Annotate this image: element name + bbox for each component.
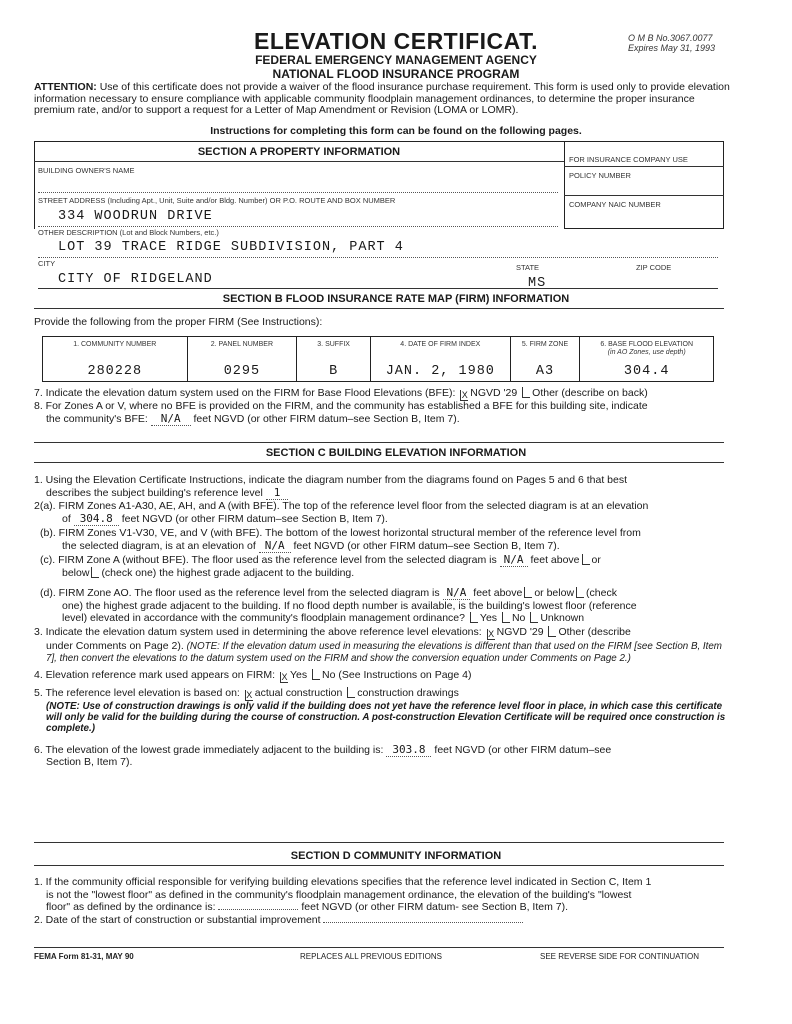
c4-yes-checkbox[interactable]: X (281, 671, 288, 682)
insurance-company-use-label: FOR INSURANCE COMPANY USE (569, 155, 688, 164)
street-address-label: STREET ADDRESS (Including Apt., Unit, Suite and/or Bldg. Number) OR P.O. ROUTE AND BOX NUMBER (38, 196, 396, 205)
street-address-value[interactable]: 334 WOODRUN DRIVE (58, 209, 213, 224)
diagram-number-value[interactable]: 1 (266, 486, 289, 500)
c3-ngvd-checkbox[interactable]: X (488, 628, 495, 639)
ngvd-checkbox[interactable]: X (461, 390, 468, 400)
item-8-bfe (34, 400, 734, 425)
actual-construction-label: actual construction (254, 686, 343, 699)
item-c2a-unit: feet NGVD (or other FIRM datum–see Section B, Item 7). (121, 512, 388, 525)
c3-other-label: Other (describe (558, 625, 631, 638)
yes-label: Yes (479, 612, 498, 624)
firm-index-date-label: 4. DATE OF FIRM INDEX (400, 341, 481, 348)
lowest-grade-elevation-value[interactable]: 303.8 (386, 743, 431, 757)
suffix-value: B (329, 364, 339, 379)
community-number-label: 1. COMMUNITY NUMBER (73, 341, 157, 348)
item-c6-text-2: Section B, Item 7). (46, 756, 133, 768)
feet-above-label: feet above (530, 554, 580, 566)
attention-label: ATTENTION: (34, 81, 97, 93)
item-c3-text-2: under Comments on Page 2). (46, 639, 184, 652)
item-c1-text-2: describes the subject building's reference level (46, 486, 263, 499)
actual-construction-checkbox[interactable]: X (246, 689, 253, 700)
community-bfe-unit: feet NGVD (or other FIRM datum–see Section B, Item 7). (193, 412, 460, 425)
construction-drawings-checkbox[interactable] (347, 687, 355, 698)
item-c4-text: 4. Elevation reference mark used appears on FIRM: (34, 668, 276, 681)
program-name: NATIONAL FLOOD INSURANCE PROGRAM (272, 67, 520, 81)
ao-above-checkbox[interactable] (524, 587, 532, 598)
community-bfe-value[interactable]: N/A (151, 412, 191, 426)
c3-other-checkbox[interactable] (548, 626, 556, 637)
instructions-line: Instructions for completing this form can be found on the following pages. (210, 125, 582, 137)
c4-yes-label: Yes (289, 668, 308, 681)
ao-below-checkbox[interactable] (576, 587, 584, 598)
state-value[interactable]: MS (528, 276, 547, 291)
street-address-line (38, 226, 558, 227)
item-c2b-text: (b). FIRM Zones V1-V30, VE, and V (with BFE). The bottom of the lowest horizontal structural member of the reference level from (40, 527, 641, 539)
city-value[interactable]: CITY OF RIDGELAND (58, 272, 213, 287)
lowest-member-elevation-value[interactable]: N/A (259, 539, 291, 553)
item-7-text: 7. Indicate the elevation datum system used on the FIRM for Base Flood Elevations (BFE): (34, 387, 456, 399)
yes-checkbox[interactable] (470, 612, 478, 623)
item-c6-text: 6. The elevation of the lowest grade immediately adjacent to the building is: (34, 743, 384, 756)
panel-number-cell[interactable] (188, 337, 298, 381)
item-c2a-of: of (62, 512, 71, 525)
feet-above-label-2: feet above (473, 587, 523, 599)
ngvd-label: NGVD '29 (470, 387, 518, 399)
section-c-items (34, 474, 734, 769)
item-c2a-text: 2(a). FIRM Zones A1-A30, AE, AH, and A (with BFE). The top of the reference level floor from the selected diagram is at an elevation (34, 500, 649, 512)
community-number-cell[interactable] (43, 337, 188, 381)
item-c3-text: 3. Indicate the elevation datum system used in determining the above reference level elevations: (34, 625, 482, 638)
other-description-value[interactable]: LOT 39 TRACE RIDGE SUBDIVISION, PART 4 (58, 240, 404, 255)
section-b-heading: SECTION B FLOOD INSURANCE RATE MAP (FIRM) INFORMATION (222, 293, 570, 305)
divider (34, 842, 724, 843)
agency-heading (0, 53, 792, 81)
item-d1-text-3: floor" as defined by the ordinance is: (46, 901, 216, 913)
other-description-line (38, 257, 718, 258)
reference-level-elevation-value[interactable]: 304.8 (74, 512, 119, 526)
below-label: below (62, 566, 90, 579)
omb-expiration: Expires May 31, 1993 (628, 43, 716, 53)
item-d2-text: 2. Date of the start of construction or substantial improvement (34, 913, 321, 926)
form-title: ELEVATION CERTIFICAT. (254, 28, 538, 54)
or-label: or (591, 554, 601, 566)
item-d1-text: 1. If the community official responsible for verifying building elevations specifies that the reference level indicated in Section C, Item 1 (34, 876, 652, 888)
omb-line-1: O M B No.3067.0077 (628, 33, 713, 43)
bfe-label-main: 6. BASE FLOOD ELEVATION (600, 341, 694, 348)
item-c1-text: 1. Using the Elevation Certificate Instructions, indicate the diagram number from the diagrams found on Pages 5 and 6 that best (34, 474, 627, 486)
item-c2d-text-3: level) elevated in accordance with the community's floodplain management ordinance? (62, 612, 465, 624)
no-label: No (511, 612, 526, 624)
item-c2b-text-2: the selected diagram, is at an elevation of (62, 539, 256, 552)
unknown-label: Unknown (540, 612, 585, 624)
or-below-label: or below (534, 587, 575, 599)
construction-start-date-field[interactable] (323, 922, 523, 923)
city-line (38, 288, 718, 289)
divider (34, 865, 724, 866)
other-description-label: OTHER DESCRIPTION (Lot and Block Numbers, etc.) (38, 228, 219, 237)
item-c2d-text: (d). FIRM Zone AO. The floor used as the reference level from the selected diagram is (40, 587, 440, 599)
form-number: FEMA Form 81-31, MAY 90 (34, 952, 134, 961)
item-c2d-text-2: one) the highest grade adjacent to the building. If no flood depth number is available, is the building's lowest floor (reference (62, 599, 637, 612)
item-c5-text: 5. The reference level elevation is based on: (34, 686, 240, 699)
panel-number-label: 2. PANEL NUMBER (210, 341, 274, 348)
item-c6-unit: feet NGVD (or other FIRM datum–see (434, 743, 612, 756)
agency-name: FEDERAL EMERGENCY MANAGEMENT AGENCY (255, 53, 537, 67)
firm-provide-text: Provide the following from the proper FIRM (See Instructions): (34, 316, 323, 328)
policy-number-label: POLICY NUMBER (569, 171, 631, 180)
no-checkbox[interactable] (502, 612, 510, 623)
base-flood-elevation-cell[interactable] (580, 337, 713, 381)
divider (34, 161, 564, 162)
panel-number-value: 0295 (223, 364, 261, 379)
firm-info-table (42, 336, 714, 382)
divider (564, 166, 724, 167)
omb-number (628, 33, 715, 53)
c4-instructions: (See Instructions on Page 4) (338, 668, 472, 681)
attention-text: Use of this certificate does not provide a waiver of the flood insurance purchase requirement. This form is used only to provide elevation information necessary to ensure compliance with applicable community floodplain management ordinances, to determine the proper insurance premium rate, and/or to support a request for a Letter of Map Amendment or Revision (LOMA or LOMR). (34, 81, 730, 116)
c4-no-checkbox[interactable] (312, 669, 320, 680)
section-d-items (34, 876, 734, 926)
base-flood-elevation-value: 304.4 (623, 364, 670, 379)
bfe-label-sub: (in AO Zones, use depth) (607, 349, 686, 356)
attention-notice (34, 82, 734, 117)
lowest-floor-elevation-field[interactable] (218, 909, 298, 910)
c3-ngvd-label: NGVD '29 (496, 625, 544, 638)
above-checkbox[interactable] (582, 554, 590, 565)
state-label: STATE (516, 263, 540, 272)
firm-zone-value: A3 (535, 364, 555, 379)
suffix-label: 3. SUFFIX (317, 341, 350, 348)
owner-name-label: BUILDING OWNER'S NAME (38, 166, 135, 175)
construction-drawings-label: construction drawings (357, 686, 459, 699)
replaces-notice: REPLACES ALL PREVIOUS EDITIONS (300, 952, 442, 961)
unknown-checkbox[interactable] (530, 612, 538, 623)
check-label: (check (586, 587, 617, 599)
firm-zone-cell[interactable] (511, 337, 581, 381)
item-7-datum (34, 387, 734, 401)
divider (34, 308, 724, 309)
section-c-heading: SECTION C BUILDING ELEVATION INFORMATION (265, 447, 527, 459)
firm-zone-label: 5. FIRM ZONE (521, 341, 569, 348)
footer-divider (34, 947, 724, 948)
c4-no-label: No (322, 668, 336, 681)
other-datum-label: Other (describe on back) (532, 387, 648, 399)
divider (34, 462, 724, 463)
owner-name-line[interactable] (38, 192, 558, 193)
zip-code-label: ZIP CODE (636, 263, 672, 272)
section-a-heading: SECTION A PROPERTY INFORMATION (197, 146, 401, 158)
divider (34, 442, 724, 443)
community-bfe-label: the community's BFE: (46, 412, 148, 425)
below-checkbox[interactable] (91, 567, 99, 578)
community-number-value: 280228 (87, 364, 143, 379)
city-label: CITY (38, 259, 56, 268)
reverse-side-notice: SEE REVERSE SIDE FOR CONTINUATION (540, 952, 699, 961)
zone-ao-floor-value[interactable]: N/A (443, 586, 471, 600)
item-d1-text-2: is not the "lowest floor" as defined in the community's floodplain management ordinance, the elevation of the building's "lowest (46, 888, 632, 901)
firm-index-date-cell[interactable] (371, 337, 511, 381)
item-c2c-text-2: (check one) the highest grade adjacent to the building. (101, 566, 355, 579)
base-flood-elevation-label (580, 341, 713, 357)
item-c2b-unit: feet NGVD (or other FIRM datum–see Section B, Item 7). (293, 539, 560, 552)
section-d-heading: SECTION D COMMUNITY INFORMATION (290, 850, 502, 862)
naic-number-label: COMPANY NAIC NUMBER (569, 200, 661, 209)
firm-index-date-value: JAN. 2, 1980 (385, 364, 495, 379)
zone-a-floor-value[interactable]: N/A (500, 553, 528, 567)
item-d1-unit: feet NGVD (or other FIRM datum- see Section B, Item 7). (301, 901, 569, 913)
item-8-text: 8. For Zones A or V, where no BFE is provided on the FIRM, and the community has established a BFE for this building site, indicate (34, 400, 648, 412)
other-datum-checkbox[interactable] (522, 387, 530, 398)
item-c2c-text: (c). FIRM Zone A (without BFE). The floor used as the reference level from the selected diagram is (40, 554, 497, 566)
item-c5-note: (NOTE: Use of construction drawings is only valid if the building does not yet have the reference level floor in place, in which case this certificate will only be valid for the building during the course of construction. A post-construction Elevation Certificate will be required once construction is complete.) (46, 700, 726, 734)
suffix-cell[interactable] (297, 337, 371, 381)
item-c3-note: (NOTE: If the elevation datum used in measuring the elevations is different than that used on the FIRM [see Section B, Item 7], then convert the elevations to the datum system used on the FIRM and show the conversion equation under Comments on Page 2.) (46, 640, 722, 664)
divider (564, 195, 724, 196)
